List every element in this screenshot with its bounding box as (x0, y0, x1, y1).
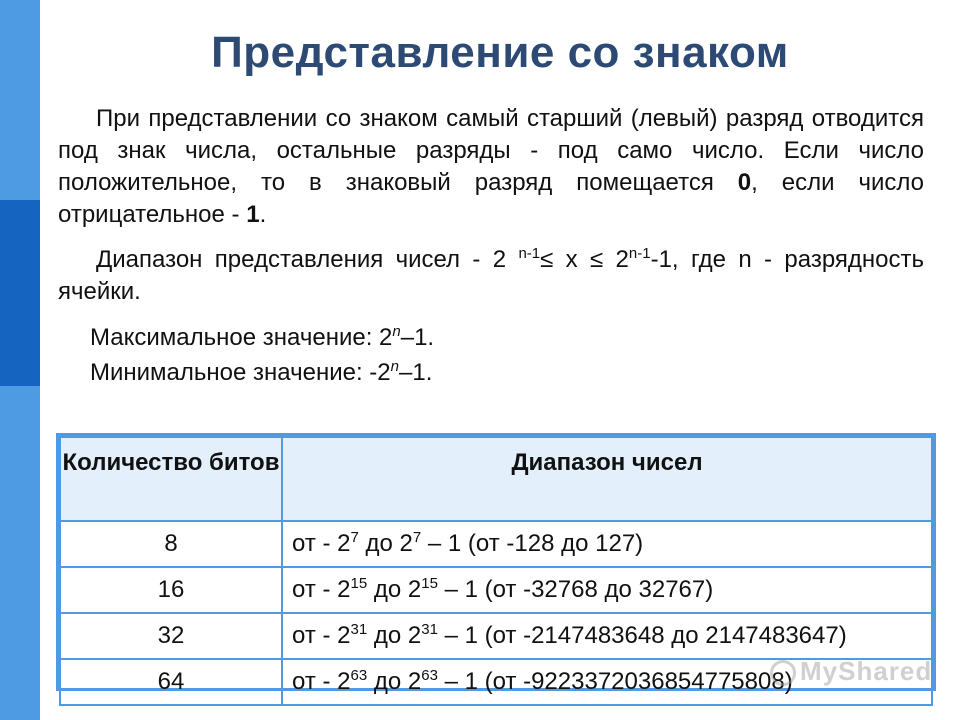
range-suffix: – 1 (от -2147483648 до 2147483647) (437, 622, 847, 649)
range-prefix: от - 2 (292, 668, 351, 695)
table-row (60, 521, 932, 567)
range-mid: до 2 (367, 576, 422, 603)
range-mid: до 2 (358, 530, 413, 557)
header-range: Диапазон чисел (282, 437, 932, 521)
header-bits: Количество битов (60, 437, 282, 521)
paragraph1-end: . (259, 201, 267, 228)
max-exp: n (392, 323, 401, 340)
paragraph2-exp2: n-1 (628, 245, 651, 262)
slide-title: Представление со знаком (211, 28, 789, 77)
paragraph2-exp1: n-1 (518, 245, 541, 262)
table-header-row (60, 437, 932, 521)
left-accent-bar (0, 0, 40, 720)
min-value-line (90, 357, 432, 389)
paragraph-range (58, 244, 924, 308)
paragraph2-part2: ≤ x ≤ 2 (540, 246, 629, 273)
range-exp: 15 (421, 575, 438, 592)
cell-bits: 64 (60, 659, 282, 705)
range-exp: 63 (350, 667, 368, 684)
range-table (56, 433, 936, 695)
cell-range (282, 521, 932, 567)
range-suffix: – 1 (от -128 до 127) (421, 530, 644, 557)
range-exp: 31 (421, 621, 438, 638)
paragraph-sign-bit (58, 103, 924, 231)
watermark-logo (770, 656, 932, 687)
table-row (60, 567, 932, 613)
cell-range (282, 613, 932, 659)
paragraph1-one: 1 (246, 201, 260, 228)
paragraph1-middle: , если число отрицательное - (58, 169, 925, 228)
max-tail: –1. (400, 324, 435, 351)
paragraph1-text: При представлении со знаком самый старший (левый) разряд отводится под знак числа, остальные разряды - под само число. Если число положительное, то в знаковый разряд помещается (58, 105, 924, 196)
range-mid: до 2 (367, 622, 422, 649)
paragraph2-part1: Диапазон представления чисел - 2 (96, 246, 519, 273)
left-accent-bar-highlight (0, 200, 40, 386)
range-exp: 7 (412, 529, 422, 546)
cell-range (282, 567, 932, 613)
table-row (60, 613, 932, 659)
cell-bits: 8 (60, 521, 282, 567)
watermark-icon (770, 660, 796, 686)
min-label: Минимальное значение: -2 (90, 359, 391, 386)
min-exp: n (390, 358, 399, 375)
range-prefix: от - 2 (292, 530, 351, 557)
range-suffix: – 1 (от -32768 до 32767) (437, 576, 714, 603)
range-prefix: от - 2 (292, 622, 351, 649)
cell-bits: 32 (60, 613, 282, 659)
max-label: Максимальное значение: 2 (90, 324, 393, 351)
max-value-line (90, 322, 434, 354)
range-exp: 31 (350, 621, 368, 638)
paragraph1-zero: 0 (737, 169, 752, 196)
cell-bits: 16 (60, 567, 282, 613)
watermark-text: MyShared (800, 656, 933, 686)
range-prefix: от - 2 (292, 576, 351, 603)
range-exp: 63 (421, 667, 438, 684)
paragraph2-part3: -1, где n - разрядность ячейки. (58, 246, 924, 305)
range-exp: 7 (350, 529, 359, 546)
range-mid: до 2 (367, 668, 422, 695)
range-suffix: – 1 (от -9223372036854775808) (437, 668, 793, 695)
min-tail: –1. (399, 359, 433, 386)
range-exp: 15 (350, 575, 368, 592)
